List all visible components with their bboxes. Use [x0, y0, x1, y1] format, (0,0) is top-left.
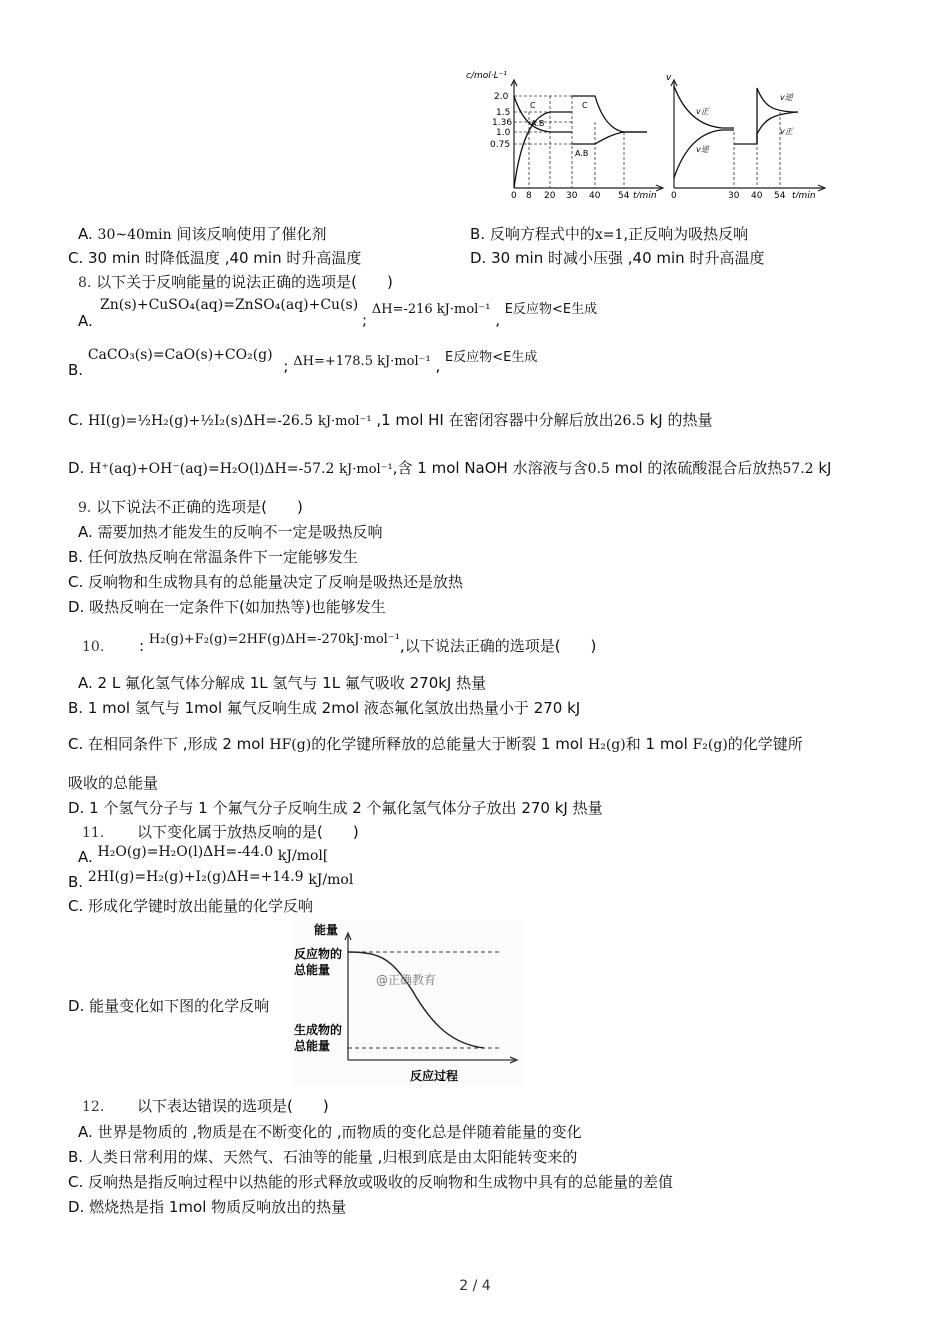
reactant-energy-label: 总能量	[294, 963, 331, 977]
q7-option-a[interactable]: A. 30~40min 间该反响使用了催化剂	[78, 225, 327, 243]
curve-label: v逆	[780, 93, 793, 102]
y-tick-label: 1.0	[496, 128, 511, 138]
graph-ylabel: v	[666, 73, 672, 83]
q11-option-b[interactable]: B. 2HI(g)=H₂(g)+I₂(g)ΔH=+14.9 kJ/mol	[68, 869, 354, 891]
energy-axis-label: 能量	[314, 923, 339, 937]
q10-option-b[interactable]: B. 1 mol 氢气与 1mol 氟气反响生成 2mol 液态氟化氢放出热量小于 270 kJ	[68, 699, 581, 717]
q11-option-a[interactable]: A. H₂O(g)=H₂O(l)ΔH=-44.0 kJ/mol[	[78, 844, 329, 866]
y-tick-label: 1.5	[496, 108, 511, 118]
q9-option-c[interactable]: C. 反响物和生成物具有的总能量决定了反响是吸热还是放热	[68, 573, 464, 591]
process-axis-label: 反应过程	[410, 1069, 459, 1083]
q7-option-d[interactable]: D. 30 min 时减小压强 ,40 min 时升高温度	[470, 249, 765, 267]
q12-option-a[interactable]: A. 世界是物质的 ,物质是在不断变化的 ,而物质的变化总是伴随着能量的变化	[78, 1123, 582, 1141]
x-tick-label: 54	[618, 191, 630, 198]
q8-option-c[interactable]: C. HI(g)=½H₂(g)+½I₂(s)ΔH=-26.5 kJ·mol⁻¹ ,1 mol HI 在密闭容器中分解后放出26.5 kJ 的热量	[68, 411, 713, 429]
q12-option-d[interactable]: D. 燃烧热是指 1mol 物质反响放出的热量	[68, 1198, 347, 1216]
q11-stem: 11. 以下变化属于放热反响的是( )	[82, 823, 359, 841]
curve-label: v正	[696, 107, 709, 116]
y-tick-label: 0.75	[490, 140, 511, 150]
q10-stem: 10. : H₂(g)+F₂(g)=2HF(g)ΔH=-270kJ·mol⁻¹,以下说法正确的选项是( )	[82, 632, 597, 655]
q12-option-b[interactable]: B. 人类日常利用的煤、天然气、石油等的能量 ,归根到底是由太阳能转变来的	[68, 1148, 578, 1166]
q9-stem: 9. 以下说法不正确的选项是( )	[78, 498, 303, 516]
q8-stem: 8. 以下关于反响能量的说法正确的选项是( )	[78, 273, 393, 291]
concentration-time-graph	[462, 68, 670, 198]
product-energy-label: 生成物的	[294, 1023, 343, 1037]
q8-option-a[interactable]: A.	[78, 312, 93, 330]
x-tick-label: 30	[728, 191, 740, 198]
q8-option-d[interactable]: D. H⁺(aq)+OH⁻(aq)=H₂O(l)ΔH=-57.2 kJ·mol⁻¹,含 1 mol NaOH 水溶液与含0.5 mol 的浓硫酸混合后放热57.2 kJ	[68, 459, 832, 477]
graph-xlabel: t/min	[633, 191, 657, 198]
x-tick-label: 8	[526, 191, 532, 198]
q7-option-b[interactable]: B. 反响方程式中的x=1,正反响为吸热反响	[470, 225, 749, 243]
q10-option-d[interactable]: D. 1 个氢气分子与 1 个氟气分子反响生成 2 个氟化氢气体分子放出 270 kJ 热量	[68, 799, 603, 817]
x-tick-label: 54	[774, 191, 786, 198]
watermark: @正确教育	[376, 973, 437, 987]
x-tick-label: 40	[751, 191, 763, 198]
q10-option-a[interactable]: A. 2 L 氟化氢气体分解成 1L 氢气与 1L 氟气吸收 270kJ 热量	[78, 674, 487, 692]
q11-option-d[interactable]: D. 能量变化如下图的化学反响	[68, 997, 270, 1015]
y-tick-label: 1.36	[492, 118, 513, 128]
product-energy-label: 总能量	[294, 1039, 331, 1053]
x-tick-label: 20	[544, 191, 556, 198]
x-tick-label: 0	[511, 191, 517, 198]
q12-option-c[interactable]: C. 反响热是指反响过程中以热能的形式释放或吸收的反响物和生成物中具有的总能量的差值	[68, 1173, 674, 1191]
q8-option-a-detail: ; ΔH=-216 kJ·mol⁻¹ , E反应物<E生成	[362, 302, 598, 329]
q10-option-c[interactable]: C. 在相同条件下 ,形成 2 mol HF(g)的化学键所释放的总能量大于断裂 1 mol H₂(g)和 1 mol F₂(g)的化学键所	[68, 735, 803, 753]
energy-diagram	[292, 920, 524, 1086]
graph-xlabel: t/min	[792, 191, 816, 198]
curve-label: v正	[780, 127, 793, 136]
x-tick-label: 40	[589, 191, 601, 198]
curve-label: A.B	[531, 119, 545, 128]
q7-option-c[interactable]: C. 30 min 时降低温度 ,40 min 时升高温度	[68, 249, 362, 267]
q9-option-b[interactable]: B. 任何放热反响在常温条件下一定能够发生	[68, 548, 358, 566]
x-tick-label: 30	[566, 191, 578, 198]
rate-time-graph	[662, 68, 830, 198]
curve-label: A.B	[575, 149, 589, 158]
x-tick-label: 0	[671, 191, 677, 198]
q11-option-c[interactable]: C. 形成化学键时放出能量的化学反响	[68, 897, 314, 915]
q8-option-a-eq: Zn(s)+CuSO₄(aq)=ZnSO₄(aq)+Cu(s)	[100, 297, 359, 313]
q12-stem: 12. 以下表达错误的选项是( )	[82, 1097, 329, 1115]
page-number: 2 / 4	[459, 1278, 491, 1294]
reactant-energy-label: 反应物的	[294, 947, 343, 961]
curve-label: C	[582, 101, 588, 110]
curve-label: v逆	[696, 145, 709, 154]
q9-option-d[interactable]: D. 吸热反响在一定条件下(如加热等)也能够发生	[68, 598, 386, 616]
q8-option-b[interactable]: B. CaCO₃(s)=CaO(s)+CO₂(g) ; ΔH=+178.5 kJ·mol⁻¹ , E反应物<E生成	[68, 347, 538, 379]
q9-option-a[interactable]: A. 需要加热才能发生的反响不一定是吸热反响	[78, 523, 383, 541]
curve-label: C	[530, 101, 536, 110]
y-tick-label: 2.0	[494, 92, 509, 102]
graph-ylabel: c/mol·L⁻¹	[466, 71, 507, 81]
q10-option-c-cont: 吸收的总能量	[68, 774, 159, 792]
